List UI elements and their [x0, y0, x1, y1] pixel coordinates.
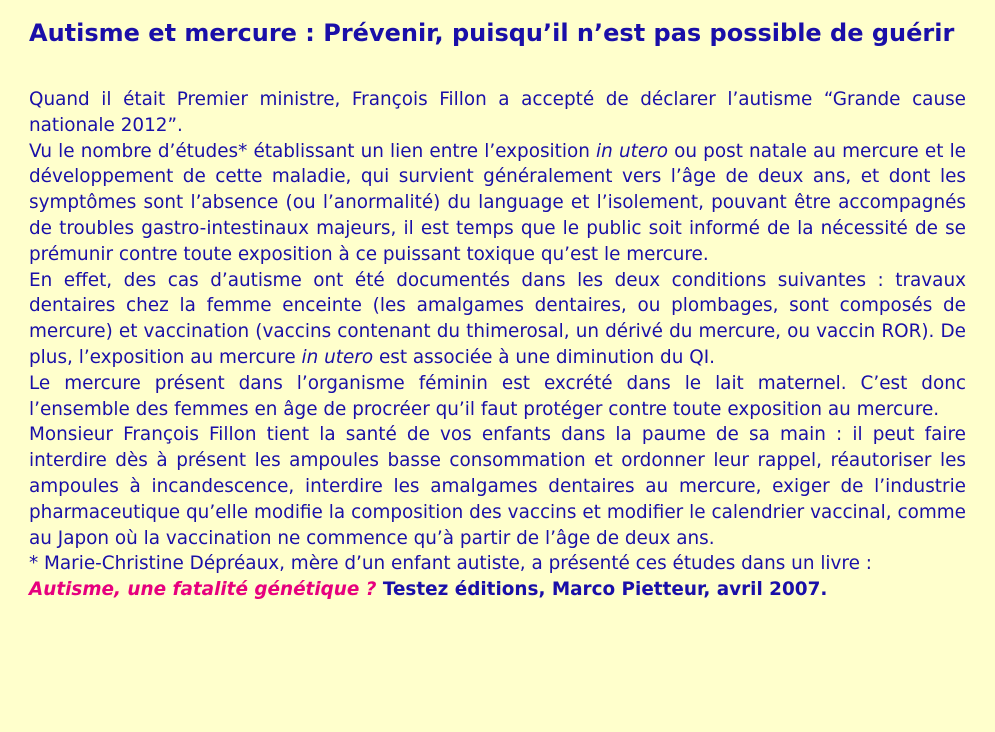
paragraph-studies-emphasis: in utero: [596, 140, 668, 162]
article-body: [29, 87, 966, 603]
paragraph-studies-text-after: ou post natale au mercure et le développement de cette maladie, qui survient généralement vers l’âge de deux ans, et dont les symptômes sont l’absence (ou l’anormalité) du language et l’isolement, pouvant être accompagnés de troubles gastro-intestinaux majeurs, il est temps que le public soit informé de la nécessité de se prémunir contre toute exposition à ce puissant toxique qu’est le mercure.: [29, 140, 966, 265]
paragraph-studies-text-before: Vu le nombre d’études* établissant un lien entre l’exposition: [29, 140, 597, 162]
paragraph-studies: [29, 139, 966, 268]
paragraph-maternal-milk: Le mercure présent dans l’organisme féminin est excrété dans le lait maternel. C’est donc l’ensemble des femmes en âge de procréer qu’il faut protéger contre toute exposition au mercure.: [29, 372, 966, 420]
book-title: Autisme, une fatalité génétique ?: [29, 579, 377, 601]
paragraph-intro: Quand il était Premier ministre, François Fillon a accepté de déclarer l’autisme “Grande cause nationale 2012”.: [29, 89, 966, 136]
paragraph-cases-text-before: En effet, des cas d’autisme ont été documentés dans les deux conditions suivantes : travaux dentaires chez la femme enceinte (les amalgames dentaires, ou plombages, sont composés de mercure) et vaccination (vaccins contenant du thimerosal, un dérivé du mercure, ou vaccin ROR). De plus, l’exposition au mercure: [29, 269, 966, 368]
footnote: * Marie-Christine Dépréaux, mère d’un enfant autiste, a présenté ces études dans un livre :: [29, 553, 872, 575]
paragraph-cases-text-after: est associée à une diminution du QI.: [373, 346, 715, 368]
book-reference: [29, 577, 966, 603]
article-title: Autisme et mercure : Prévenir, puisqu’il n’est pas possible de guérir: [29, 19, 955, 47]
paragraph-cases-emphasis: in utero: [301, 346, 374, 368]
paragraph-fillon: Monsieur François Fillon tient la santé de vos enfants dans la paume de sa main : il peut faire interdire dès à présent les ampoules basse consommation et ordonner leur rappel, réautoriser les ampoules à incandescence, interdire les amalgames dentaires au mercure, exiger de l’industrie pharmaceutique qu’elle modifie la composition des vaccins et modifier le calendrier vaccinal, comme au Japon où la vaccination ne commence qu’à partir de l’âge de deux ans.: [29, 424, 966, 549]
publisher-info: Testez éditions, Marco Pietteur, avril 2007.: [376, 579, 828, 601]
paragraph-cases: [29, 268, 966, 371]
